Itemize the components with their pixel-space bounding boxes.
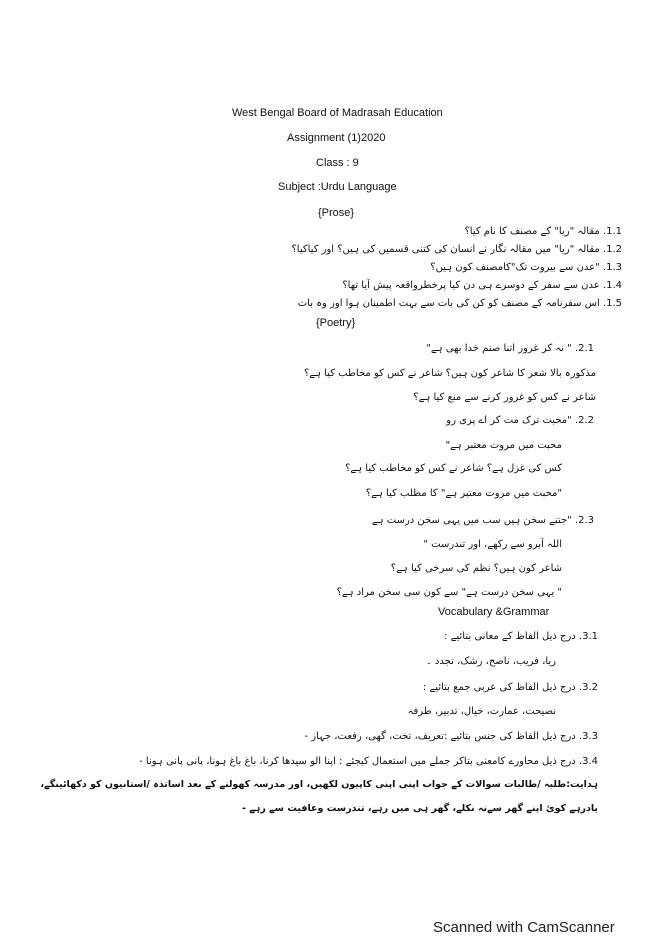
vocab-line: 3.2. درج ذیل الفاظ کی عربی جمع بتائیے : bbox=[422, 682, 598, 693]
poetry-line: شاعر نے کس کو غرور کرنے سے منع کیا ہے؟ bbox=[413, 392, 596, 403]
board-title: West Bengal Board of Madrasah Education bbox=[232, 107, 443, 119]
poetry-line: محبت میں مروت معتبر ہے" bbox=[445, 440, 562, 451]
vocab-line: نصیحت، عمارت، خیال، تدبیر، طرفہ bbox=[407, 706, 556, 717]
poetry-line: شاعر کون ہیں؟ نظم کی سرخی کیا ہے؟ bbox=[390, 563, 562, 574]
poetry-line: 2.2. "محبت ترک مت کر اے پری رو bbox=[446, 415, 594, 426]
prose-question: 1.3. "عدن سے بیروت تک"کامصنف کون ہیں؟ bbox=[430, 262, 622, 273]
prose-question: 1.2. مقالہ "ریا" میں مقالہ نگار نے انسان کی کتنی قسمیں کی ہیں؟ اور کیاکیا؟ bbox=[291, 244, 622, 255]
class-label: Class : 9 bbox=[316, 157, 359, 169]
prose-question: 1.4. عدن سے سفر کے دوسرے ہی دن کیا پرخطرواقعہ پیش آیا تھا؟ bbox=[342, 280, 622, 291]
camscanner-watermark: Scanned with CamScanner bbox=[433, 919, 615, 936]
prose-question: 1.5. اس سفرنامہ کے مصنف کو کن کی بات سے بہت اطمینان ہوا اور وہ بات bbox=[297, 298, 622, 309]
poetry-line: 2.3. "جتنے سخن ہیں سب میں یہی سخن درست ہے bbox=[371, 515, 594, 526]
poetry-heading: {Poetry} bbox=[316, 317, 356, 329]
poetry-line: "محبت میں مروت معتبر ہے" کا مطلب کیا ہے؟ bbox=[365, 488, 562, 499]
subject-label: Subject :Urdu Language bbox=[278, 181, 397, 193]
poetry-line: 2.1. " نہ کر غرور اتنا صنم خدا بھی ہے" bbox=[426, 343, 594, 354]
vocab-line: 3.3. درج ذیل الفاظ کی جنس بتائیے :تعریف، تخت، گھی، رفعت، جہاز - bbox=[304, 731, 598, 742]
instruction-line: یادرہے کوئ اپنے گھر سےنہ نکلے، گھر ہی میں رہے، تندرست وعافیت سے رہے - bbox=[241, 803, 598, 814]
vocabulary-heading: Vocabulary &Grammar bbox=[438, 606, 550, 618]
poetry-line: اللہ آبرو سے رکھے، اور تندرست " bbox=[423, 539, 562, 550]
instruction-line: ہدایت:طلبہ /طالبات سوالات کے جواب اپنی اپنی کاپیوں لکھیں، اور مدرسہ کھولنے کے بعد اساتذہ /استانیوں کو دکھائینگے، bbox=[40, 779, 598, 790]
prose-heading: {Prose} bbox=[318, 207, 355, 219]
poetry-line: مذکورہ بالا شعر کا شاعر کون ہیں؟ شاعر نے کس کو مخاطب کیا ہے؟ bbox=[303, 368, 596, 379]
vocab-line: 3.1. درج ذیل الفاظ کے معانی بتائیے : bbox=[444, 631, 598, 642]
poetry-line: کس کی غزل ہے؟ شاعر نے کس کو مخاطب کیا ہے؟ bbox=[345, 463, 562, 474]
prose-question: 1.1. مقالہ "ریا" کے مصنف کا نام کیا؟ bbox=[464, 226, 622, 237]
assignment-title: Assignment (1)2020 bbox=[287, 132, 386, 144]
vocab-line: 3.4. درج ذیل محاورے کامعنی بتاکر جملے میں استعمال کیجئے : اپنا الو سیدھا کرنا، باغ باغ ہونا، پانی پانی ہونا - bbox=[139, 756, 598, 767]
poetry-line: " یہی سخن درست ہے" سے کون سی سخن مراد ہے؟ bbox=[336, 587, 562, 598]
vocab-line: ریا، فریب، ناصح، رشک، تجدد ۔ bbox=[425, 656, 556, 667]
